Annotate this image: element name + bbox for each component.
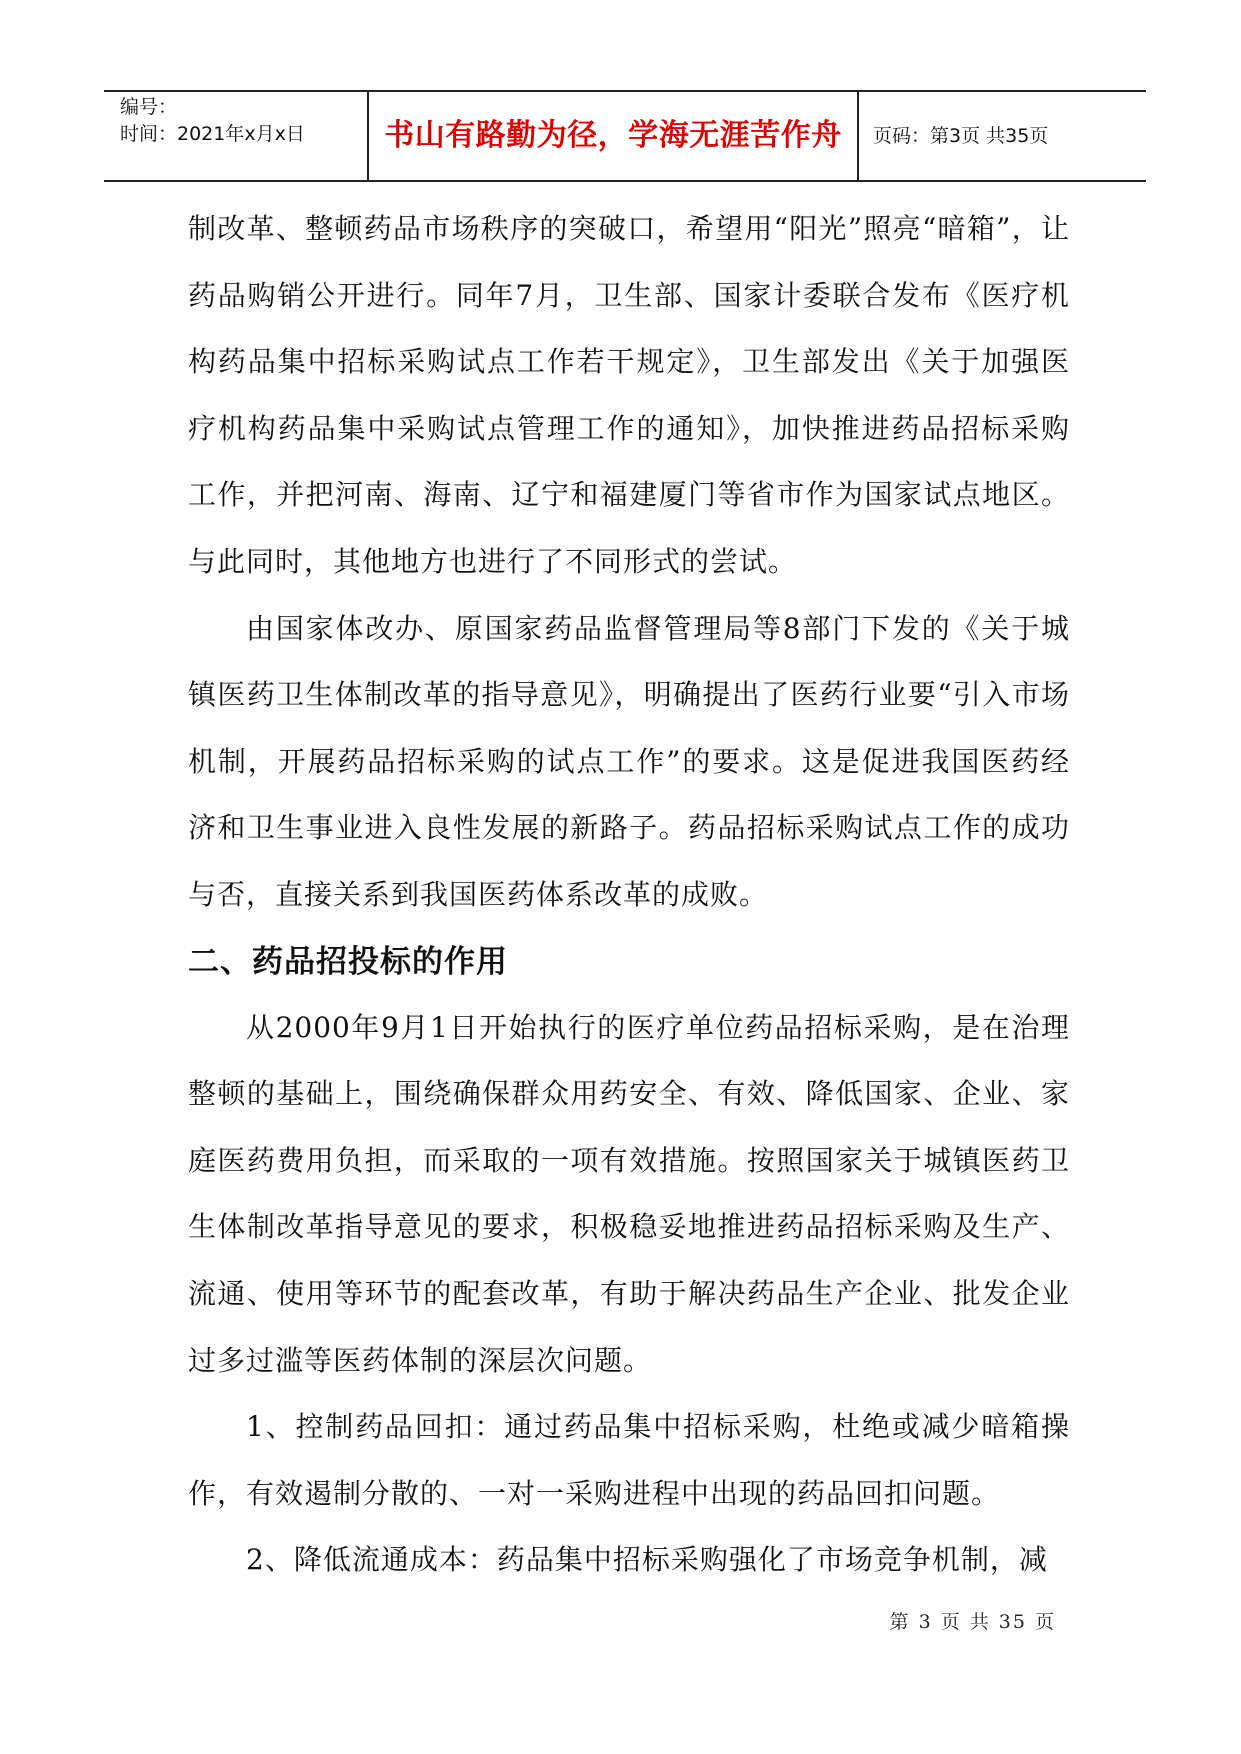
page-header (104, 90, 1146, 182)
body-paragraph: 制改革、整顿药品市场秩序的突破口，希望用“阳光”照亮“暗箱”，让药品购销公开进行。同年7月，卫生部、国家计委联合发布《医疗机构药品集中招标采购试点工作若干规定》，卫生部发出《关于加强医疗机构药品集中采购试点管理工作的通知》，加快推进药品招标采购工作，并把河南、海南、辽宁和福建厦门等省市作为国家试点地区。与此同时，其他地方也进行了不同形式的尝试。 (188, 212, 1070, 578)
body-paragraph: 从2000年9月1日开始执行的医疗单位药品招标采购，是在治理整顿的基础上，围绕确保群众用药安全、有效、降低国家、企业、家庭医药费用负担，而采取的一项有效措施。按照国家关于城镇医药卫生体制改革指导意见的要求，积极稳妥地推进药品招标采购及生产、流通、使用等环节的配套改革，有助于解决药品生产企业、批发企业过多过滥等医药体制的深层次问题。 (188, 1010, 1070, 1377)
page-footer: 第 3 页 共 35 页 (889, 1611, 1056, 1633)
section-heading: 二、药品招投标的作用 (188, 943, 508, 980)
body-paragraph: 2、降低流通成本：药品集中招标采购强化了市场竞争机制，减 (246, 1543, 1048, 1577)
header-motto: 书山有路勤为径，学海无涯苦作舟 (369, 92, 859, 180)
document-number-label: 编号： (120, 96, 178, 118)
header-page-code: 页码：第3页 共35页 (873, 125, 1049, 147)
body-paragraph: 由国家体改办、原国家药品监督管理局等8部门下发的《关于城镇医药卫生体制改革的指导意见》，明确提出了医药行业要“引入市场机制，开展药品招标采购的试点工作”的要求。这是促进我国医药经济和卫生事业进入良性发展的新路子。药品招标采购试点工作的成功与否，直接关系到我国医药体系改革的成败。 (188, 611, 1070, 911)
document-body (188, 196, 1070, 1594)
document-time-label: 时间：2021年x月x日 (120, 123, 305, 145)
body-paragraph: 1、控制药品回扣：通过药品集中招标采购，杜绝或减少暗箱操作，有效遏制分散的、一对一采购进程中出现的药品回扣问题。 (188, 1410, 1070, 1510)
header-info-cell (104, 92, 369, 180)
